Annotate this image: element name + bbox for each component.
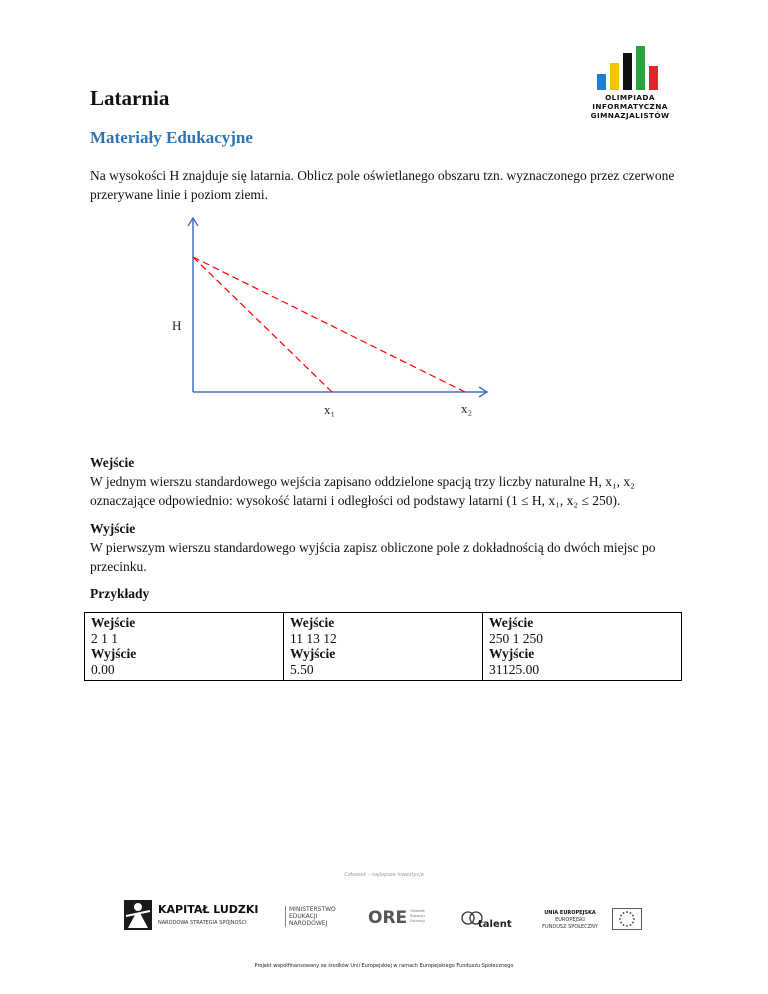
example-input-label: Wejście [290, 615, 335, 630]
light-ray-x2 [193, 257, 465, 392]
examples-heading: Przykłady [90, 586, 150, 601]
logo-line: INFORMATYCZNA [592, 102, 668, 111]
example-cell [284, 613, 483, 681]
output-heading: Wyjście [90, 521, 136, 536]
kapital-ludzki-logo-icon [122, 898, 154, 932]
eu-flag-icon [612, 908, 642, 935]
table-row [85, 613, 682, 681]
ore-subtext [410, 909, 425, 924]
footer-funding-note: Projekt współfinansowany ze środków Unii Europejskiej w ramach Europejskiego Funduszu Społecznego [254, 963, 514, 969]
eu-text [538, 910, 602, 931]
example-cell [483, 613, 682, 681]
logo-line: GIMNAZJALISTÓW [590, 111, 670, 120]
ministry-line: EDUKACJI [289, 913, 318, 920]
page-title: Latarnia [90, 86, 170, 110]
olympiad-logo [585, 46, 675, 120]
ministry-logo [285, 906, 336, 927]
eu-line: EUROPEJSKI [555, 917, 585, 923]
section-title: Materiały Edukacyjne [90, 128, 253, 147]
example-input-label: Wejście [91, 615, 136, 630]
ministry-line: MINISTERSTWO [289, 906, 336, 913]
example-input-value: 11 13 12 [290, 630, 337, 646]
ore-logo: ORE [368, 908, 408, 928]
input-heading: Wejście [90, 455, 135, 470]
example-cell [85, 613, 284, 681]
logo-bars [585, 46, 675, 90]
example-output-label: Wyjście [489, 646, 535, 661]
h-label: H [172, 318, 182, 333]
ore-line: Rozwoju [410, 914, 425, 918]
ministry-line: NARODOWEJ [289, 920, 328, 927]
example-input-label: Wejście [489, 615, 534, 630]
ore-line: Edukacji [410, 919, 426, 923]
example-input-value: 250 1 250 [489, 630, 543, 646]
kapital-ludzki-subtext: NARODOWA STRATEGIA SPÓJNOŚCI [158, 920, 247, 926]
kapital-ludzki-text: KAPITAŁ LUDZKI [158, 903, 259, 916]
examples-table [84, 612, 682, 681]
example-output-label: Wyjście [91, 646, 137, 661]
input-text: W jednym wierszu standardowego wejścia zapisano oddzielone spacją trzy liczby naturalne H, x₁, x₂ oznaczające odpowiednio: wysokość latarni i odległości od podstawy latarni (1 ≤ H, x₁, x₂ ≤ 250). [90, 474, 635, 508]
example-output-label: Wyjście [290, 646, 336, 661]
lighthouse-diagram [150, 214, 490, 429]
light-ray-x1 [193, 257, 332, 392]
logo-line: OLIMPIADA [605, 93, 655, 102]
eu-line: UNIA EUROPEJSKA [544, 910, 596, 916]
example-output-value: 0.00 [91, 661, 115, 677]
intro-text: Na wysokości H znajduje się latarnia. Oblicz pole oświetlanego obszaru tzn. wyznaczonego przez czerwone przerywane linie i poziom ziemi. [90, 168, 675, 202]
example-output-value: 5.50 [290, 661, 314, 677]
example-input-value: 2 1 1 [91, 630, 118, 646]
x2-label: x₂ [461, 401, 473, 416]
eu-line: FUNDUSZ SPOŁECZNY [542, 924, 598, 930]
footer-tagline: Człowiek – najlepsza inwestycja [344, 872, 424, 878]
talent-text: talent [478, 919, 512, 930]
logo-text [585, 93, 675, 120]
example-output-value: 31125.00 [489, 661, 540, 677]
output-text: W pierwszym wierszu standardowego wyjścia zapisz obliczone pole z dokładnością do dwóch miejsc po przecinku. [90, 540, 656, 574]
x1-label: x₁ [324, 402, 336, 417]
ore-line: Ośrodek [410, 909, 425, 913]
